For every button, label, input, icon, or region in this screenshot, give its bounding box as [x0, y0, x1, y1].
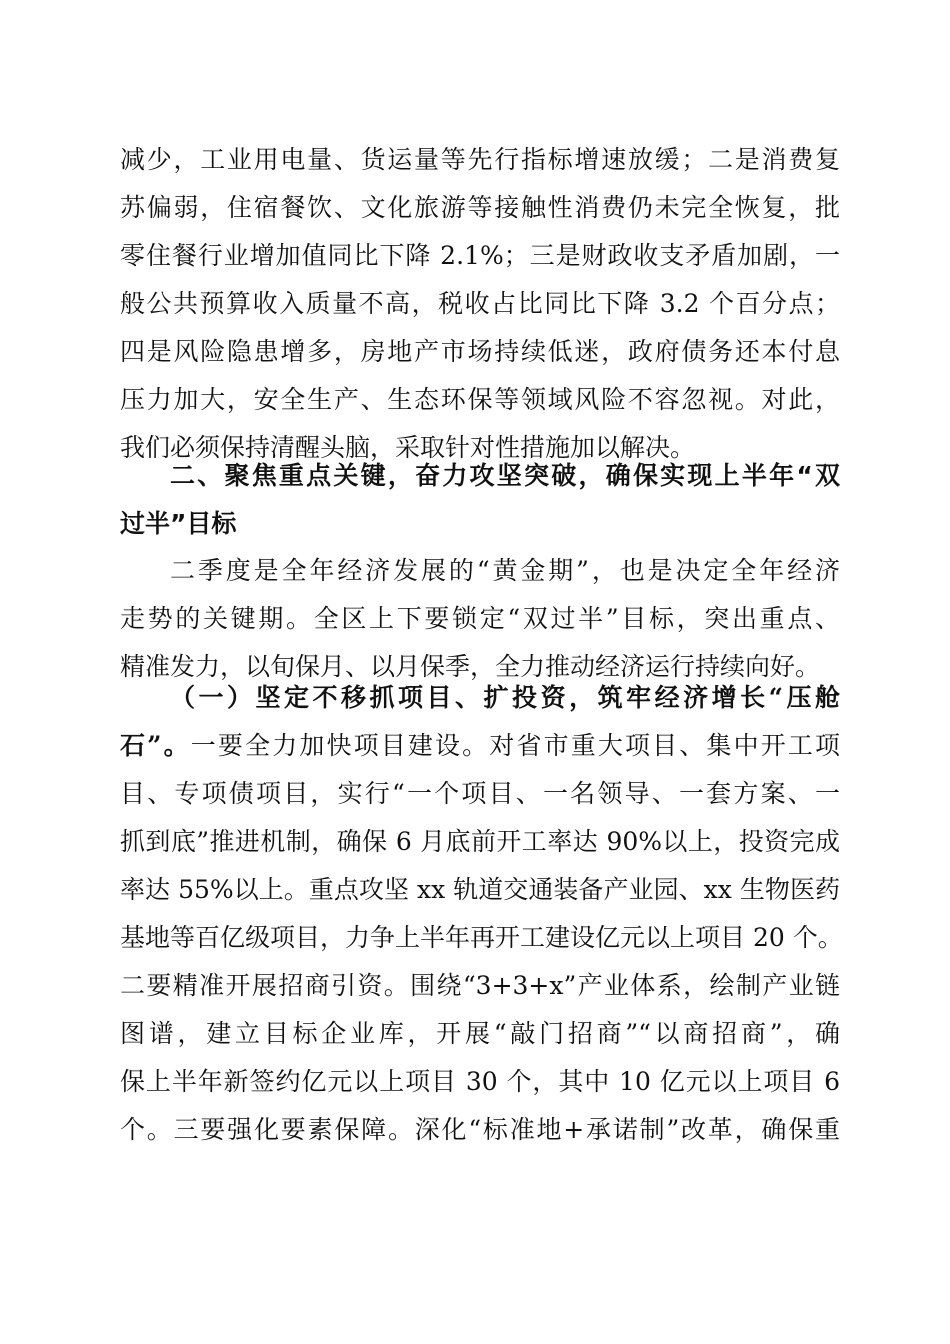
paragraph-line: 图谱，建立目标企业库，开展“敲门招商”“以商招商”，确	[120, 1019, 840, 1048]
paragraph-line: 个。三要强化要素保障。深化“标准地+承诺制”改革，确保重	[120, 1115, 840, 1144]
paragraph-text: 一要全力加快项目建设。对省市重大项目、集中开工项	[190, 731, 840, 760]
paragraph-line: 减少，工业用电量、货运量等先行指标增速放缓；二是消费复	[120, 145, 840, 174]
subsection-title-end: 石”。	[120, 731, 191, 760]
paragraph-line: 基地等百亿级项目，力争上半年再开工建设亿元以上项目 20 个。	[120, 923, 843, 952]
paragraph-line: 四是风险隐患增多，房地产市场持续低迷，政府债务还本付息	[120, 337, 840, 366]
section-heading: 过半”目标	[120, 509, 237, 538]
paragraph-line: 零住餐行业增加值同比下降 2.1%；三是财政收支矛盾加剧，一	[120, 241, 840, 270]
paragraph-line: 走势的关键期。全区上下要锁定“双过半”目标，突出重点、	[120, 604, 840, 633]
subsection-title: （一）坚定不移抓项目、扩投资，筑牢经济增长“压舱	[170, 683, 840, 712]
paragraph-line	[120, 722, 840, 770]
paragraph-line: 二要精准开展招商引资。围绕“3+3+x”产业体系，绘制产业链	[120, 971, 840, 1000]
paragraph-line: 压力加大，安全生产、生态环保等领域风险不容忽视。对此，	[120, 385, 840, 414]
paragraph-line: 精准发力，以旬保月、以月保季，全力推动经济运行持续向好。	[120, 652, 821, 681]
paragraph-line: 般公共预算收入质量不高，税收占比同比下降 3.2 个百分点；	[120, 289, 840, 318]
section-heading: 二、聚焦重点关键，奋力攻坚突破，确保实现上半年“双	[170, 461, 840, 490]
paragraph-line: 目、专项债项目，实行“一个项目、一名领导、一套方案、一	[120, 779, 840, 808]
paragraph-line: 二季度是全年经济发展的“黄金期”，也是决定全年经济	[170, 556, 840, 585]
paragraph-line: 保上半年新签约亿元以上项目 30 个，其中 10 亿元以上项目 6	[120, 1067, 840, 1096]
paragraph-line: 抓到底”推进机制，确保 6 月底前开工率达 90%以上，投资完成	[120, 827, 840, 856]
paragraph-line: 我们必须保持清醒头脑，采取针对性措施加以解决。	[120, 433, 696, 462]
paragraph-line: 率达 55%以上。重点攻坚 xx 轨道交通装备产业园、xx 生物医药	[120, 875, 840, 904]
paragraph-line: 苏偏弱，住宿餐饮、文化旅游等接触性消费仍未完全恢复，批	[120, 193, 840, 222]
